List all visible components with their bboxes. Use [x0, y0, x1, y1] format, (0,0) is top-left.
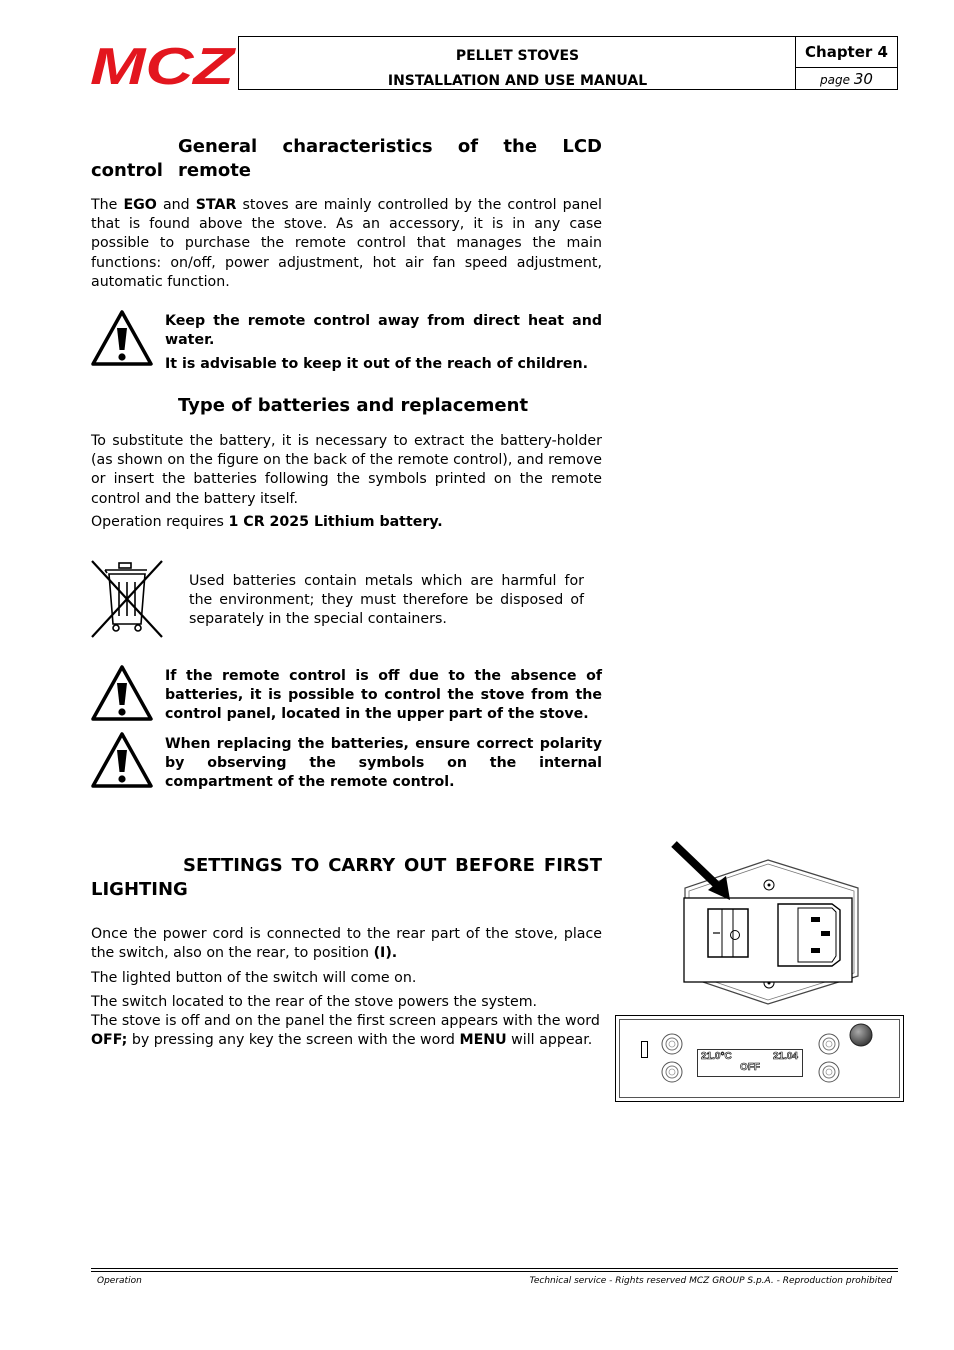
warning-triangle-icon: [90, 731, 154, 789]
lcd-temperature: 21.0°C: [701, 1051, 732, 1062]
header-chapter-box: [795, 36, 898, 90]
panel-lcd: [697, 1049, 803, 1077]
footer-rule: [91, 1271, 898, 1272]
panel-button-icon: [660, 1060, 684, 1084]
header-title-box: [238, 36, 796, 90]
mcz-logo: [88, 40, 238, 88]
section-heading-general: General characteristics of the LCD remote: [178, 136, 602, 181]
header-subtitle: INSTALLATION AND USE MANUAL: [387, 73, 648, 89]
settings-paragraph-1: Once the power cord is connected to the rear part of the stove, place the switch, also on the rear, to position (I).: [91, 926, 602, 962]
section-heading-settings: SETTINGS TO CARRY OUT BEFORE FIRST: [183, 855, 602, 876]
chapter-label: Chapter 4: [796, 37, 897, 68]
warning-heat-water: Keep the remote control away from direct heat and water.: [165, 313, 602, 349]
footer-section: Operation: [97, 1276, 142, 1286]
lcd-status: OFF: [740, 1062, 760, 1073]
panel-button-icon: [660, 1032, 684, 1056]
warning-polarity: When replacing the batteries, ensure correct polarity by observing the symbols on the internal compartment of the remote control.: [165, 736, 602, 791]
warning-children: It is advisable to keep it out of the reach of children.: [165, 356, 589, 372]
page-label: page: [820, 73, 851, 87]
footer-rule: [91, 1268, 898, 1269]
section-heading-settings-cont: LIGHTING: [91, 879, 188, 900]
svg-text:MCZ: MCZ: [90, 40, 237, 88]
rear-switch-socket-figure: [668, 838, 868, 1006]
page-indicator: [796, 68, 897, 91]
panel-knob-icon: [848, 1022, 874, 1048]
settings-paragraph-2: The lighted button of the switch will come on.: [91, 970, 417, 986]
footer-rights: Technical service - Rights reserved MCZ GROUP S.p.A. - Reproduction prohibited: [529, 1276, 892, 1286]
general-paragraph: The EGO and STAR stoves are mainly controlled by the control panel that is found above the stove. As an accessory, it is in any case possible to purchase the remote control that manages the main functions: on/off, power adjustment, hot air fan speed adjustment, automatic function.: [91, 197, 602, 290]
settings-paragraph-3: The switch located to the rear of the stove powers the system. The stove is off and on the panel the first screen appears with the word OFF; by pressing any key the screen with the word MENU will appear.: [91, 994, 600, 1049]
section-heading-batteries: Type of batteries and replacement: [178, 395, 529, 416]
panel-led: [641, 1041, 648, 1058]
battery-requirement: Operation requires 1 CR 2025 Lithium battery.: [91, 514, 443, 530]
batteries-paragraph: To substitute the battery, it is necessary to extract the battery-holder (as shown on the figure on the back of the remote control), and remove or insert the batteries following the symbols printed on the remote control and the battery itself.: [91, 433, 602, 507]
control-panel-figure: [615, 1015, 904, 1102]
warning-no-batteries: If the remote control is off due to the absence of batteries, it is possible to control the stove from the control panel, located in the upper part of the stove.: [165, 668, 602, 723]
panel-button-icon: [817, 1032, 841, 1056]
page-number: 30: [853, 70, 873, 88]
panel-button-icon: [817, 1060, 841, 1084]
warning-triangle-icon: [90, 664, 154, 722]
disposal-notice: Used batteries contain metals which are harmful for the environment; they must therefore be disposed of separately in the special containers.: [189, 573, 584, 628]
crossed-bin-icon: [89, 558, 165, 640]
lcd-time: 21.04: [772, 1051, 798, 1062]
warning-triangle-icon: [90, 309, 154, 367]
header-title: PELLET STOVES: [455, 48, 580, 64]
section-heading-general-cont: control: [91, 160, 163, 181]
